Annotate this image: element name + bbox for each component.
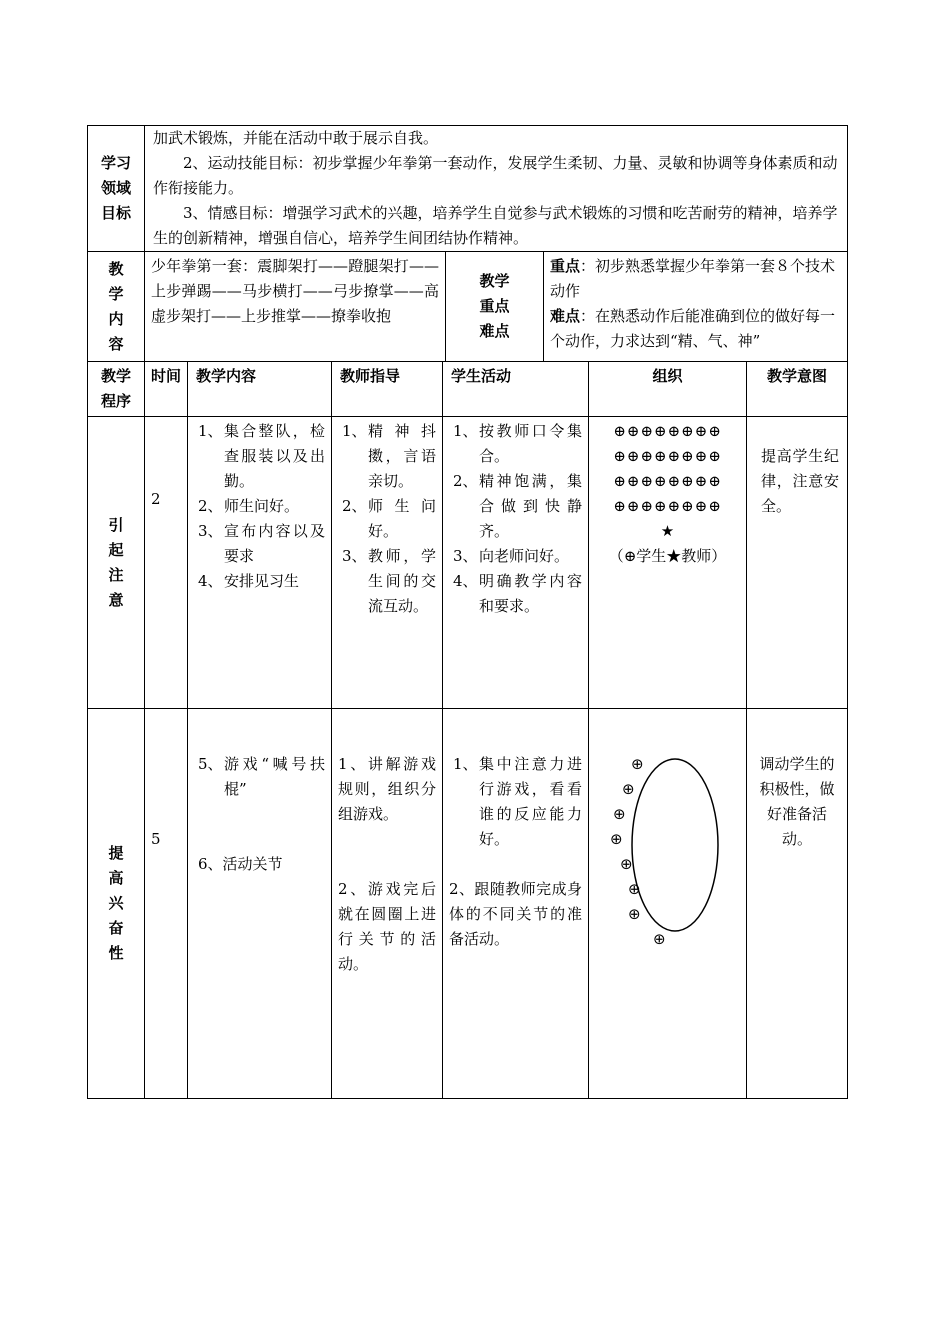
key-points-label: 教学 重点 难点 — [446, 252, 544, 362]
lesson-plan-page — [87, 125, 848, 1099]
header-teacher: 教师指导 — [332, 362, 443, 417]
header-content: 教学内容 — [188, 362, 332, 417]
section-attention-intent: 提高学生纪律，注意安全。 — [747, 417, 848, 709]
goals-text — [145, 126, 848, 252]
section-attention-teacher — [332, 417, 443, 709]
header-row — [88, 362, 848, 417]
section-excitement-time: 5 — [145, 709, 188, 1099]
list-item: 2、 师生问好。 — [342, 497, 436, 540]
list-item: 2、跟随教师完成身体的不同关节的准备活动。 — [449, 880, 582, 948]
section-attention-content — [188, 417, 332, 709]
section-excitement-teacher — [332, 709, 443, 1099]
goals-line-0: 加武术锻炼，并能在活动中敢于展示自我。 — [153, 129, 439, 147]
list-item: 2、 师生问好。 — [198, 497, 300, 515]
goals-line-emotion: 3、情感目标：增强学习武术的兴趣，培养学生自觉参与武术锻炼的习惯和吃苦耐劳的精神，培养学生的创新精神，增强自信心，培养学生间团结协作精神。 — [153, 204, 838, 247]
header-student: 学生活动 — [443, 362, 589, 417]
goals-line-skill: 2、运动技能目标：初步掌握少年拳第一套动作，发展学生柔韧、力量、灵敏和协调等身体素质和动作衔接能力。 — [153, 154, 838, 197]
student-symbol: ⊕ — [622, 780, 635, 798]
list-item: 3、 教师，学生间的交流互动。 — [342, 547, 436, 615]
header-time: 时间 — [145, 362, 188, 417]
section-excitement-intent: 调动学生的积极性，做好准备活动。 — [747, 709, 848, 1099]
section-attention-row — [88, 417, 848, 709]
student-symbol: ⊕ — [653, 930, 666, 948]
section-excitement-content — [188, 709, 332, 1099]
section-excitement-student — [443, 709, 589, 1099]
section-attention-student — [443, 417, 589, 709]
student-symbol: ⊕ — [620, 855, 633, 873]
section-excitement-row — [88, 709, 848, 1099]
student-symbol: ⊕ — [628, 880, 641, 898]
section-excitement-organization — [589, 709, 747, 1099]
key-point: 重点：初步熟悉掌握少年拳第一套８个技术动作 — [550, 257, 836, 300]
section-attention-label: 引 起 注 意 — [88, 417, 145, 709]
circle-formation-diagram — [589, 739, 747, 979]
header-intent: 教学意图 — [747, 362, 848, 417]
list-item: 5、 游戏“喊号扶棍” — [198, 755, 325, 798]
teacher-step: 1、讲解游戏规则，组织分组游戏。 — [338, 755, 436, 823]
difficulty: 难点：在熟悉动作后能准确到位的做好每一个动作，力求达到“精、气、神” — [550, 307, 836, 350]
content-label: 教 学 内 容 — [88, 252, 145, 362]
formation-row: ⊕⊕⊕⊕⊕⊕⊕⊕ — [613, 497, 722, 515]
student-symbol: ⊕ — [628, 905, 641, 923]
header-program: 教学程序 — [88, 362, 145, 417]
list-item: 3、 向老师问好。 — [453, 547, 570, 565]
content-row — [88, 252, 848, 362]
section-attention-organization — [589, 417, 747, 709]
key-points-text — [544, 252, 848, 362]
list-item: 2、 精神饱满，集合做到快静齐。 — [453, 472, 582, 540]
section-excitement-label: 提 高 兴 奋 性 — [88, 709, 145, 1099]
list-item: 3、 宣布内容以及要求 — [198, 522, 325, 565]
formation-legend: （⊕学生★教师） — [608, 547, 727, 565]
teacher-star-icon: ★ — [660, 522, 675, 540]
formation-row: ⊕⊕⊕⊕⊕⊕⊕⊕ — [613, 447, 722, 465]
list-item: 1、 精神抖擞，言语亲切。 — [342, 422, 436, 490]
list-item: 6、活动关节 — [198, 855, 283, 873]
lesson-plan-table — [87, 125, 848, 1099]
header-organization: 组织 — [589, 362, 747, 417]
list-item: 4、 安排见习生 — [198, 572, 300, 590]
goals-label: 学习 领域 目标 — [88, 126, 145, 252]
student-symbol: ⊕ — [610, 830, 623, 848]
goals-row — [88, 126, 848, 252]
section-attention-time: 2 — [145, 417, 188, 709]
student-symbol: ⊕ — [631, 755, 644, 773]
formation-row: ⊕⊕⊕⊕⊕⊕⊕⊕ — [613, 422, 722, 440]
list-item: 4、 明确教学内容和要求。 — [453, 572, 582, 615]
list-item: 1、 集中注意力进行游戏，看看谁的反应能力好。 — [453, 755, 582, 848]
circle-outline — [632, 759, 718, 931]
student-symbol: ⊕ — [613, 805, 626, 823]
list-item: 1、 按教师口令集合。 — [453, 422, 582, 465]
list-item: 1、 集合整队，检查服装以及出勤。 — [198, 422, 325, 490]
content-text: 少年拳第一套：震脚架打——蹬腿架打——上步弹踢——马步横打——弓步撩掌——高虚步架打——上步推掌——撩拳收抱 — [145, 252, 446, 362]
teacher-step: 2、游戏完后就在圆圈上进行关节的活动。 — [338, 880, 436, 973]
formation-row: ⊕⊕⊕⊕⊕⊕⊕⊕ — [613, 472, 722, 490]
